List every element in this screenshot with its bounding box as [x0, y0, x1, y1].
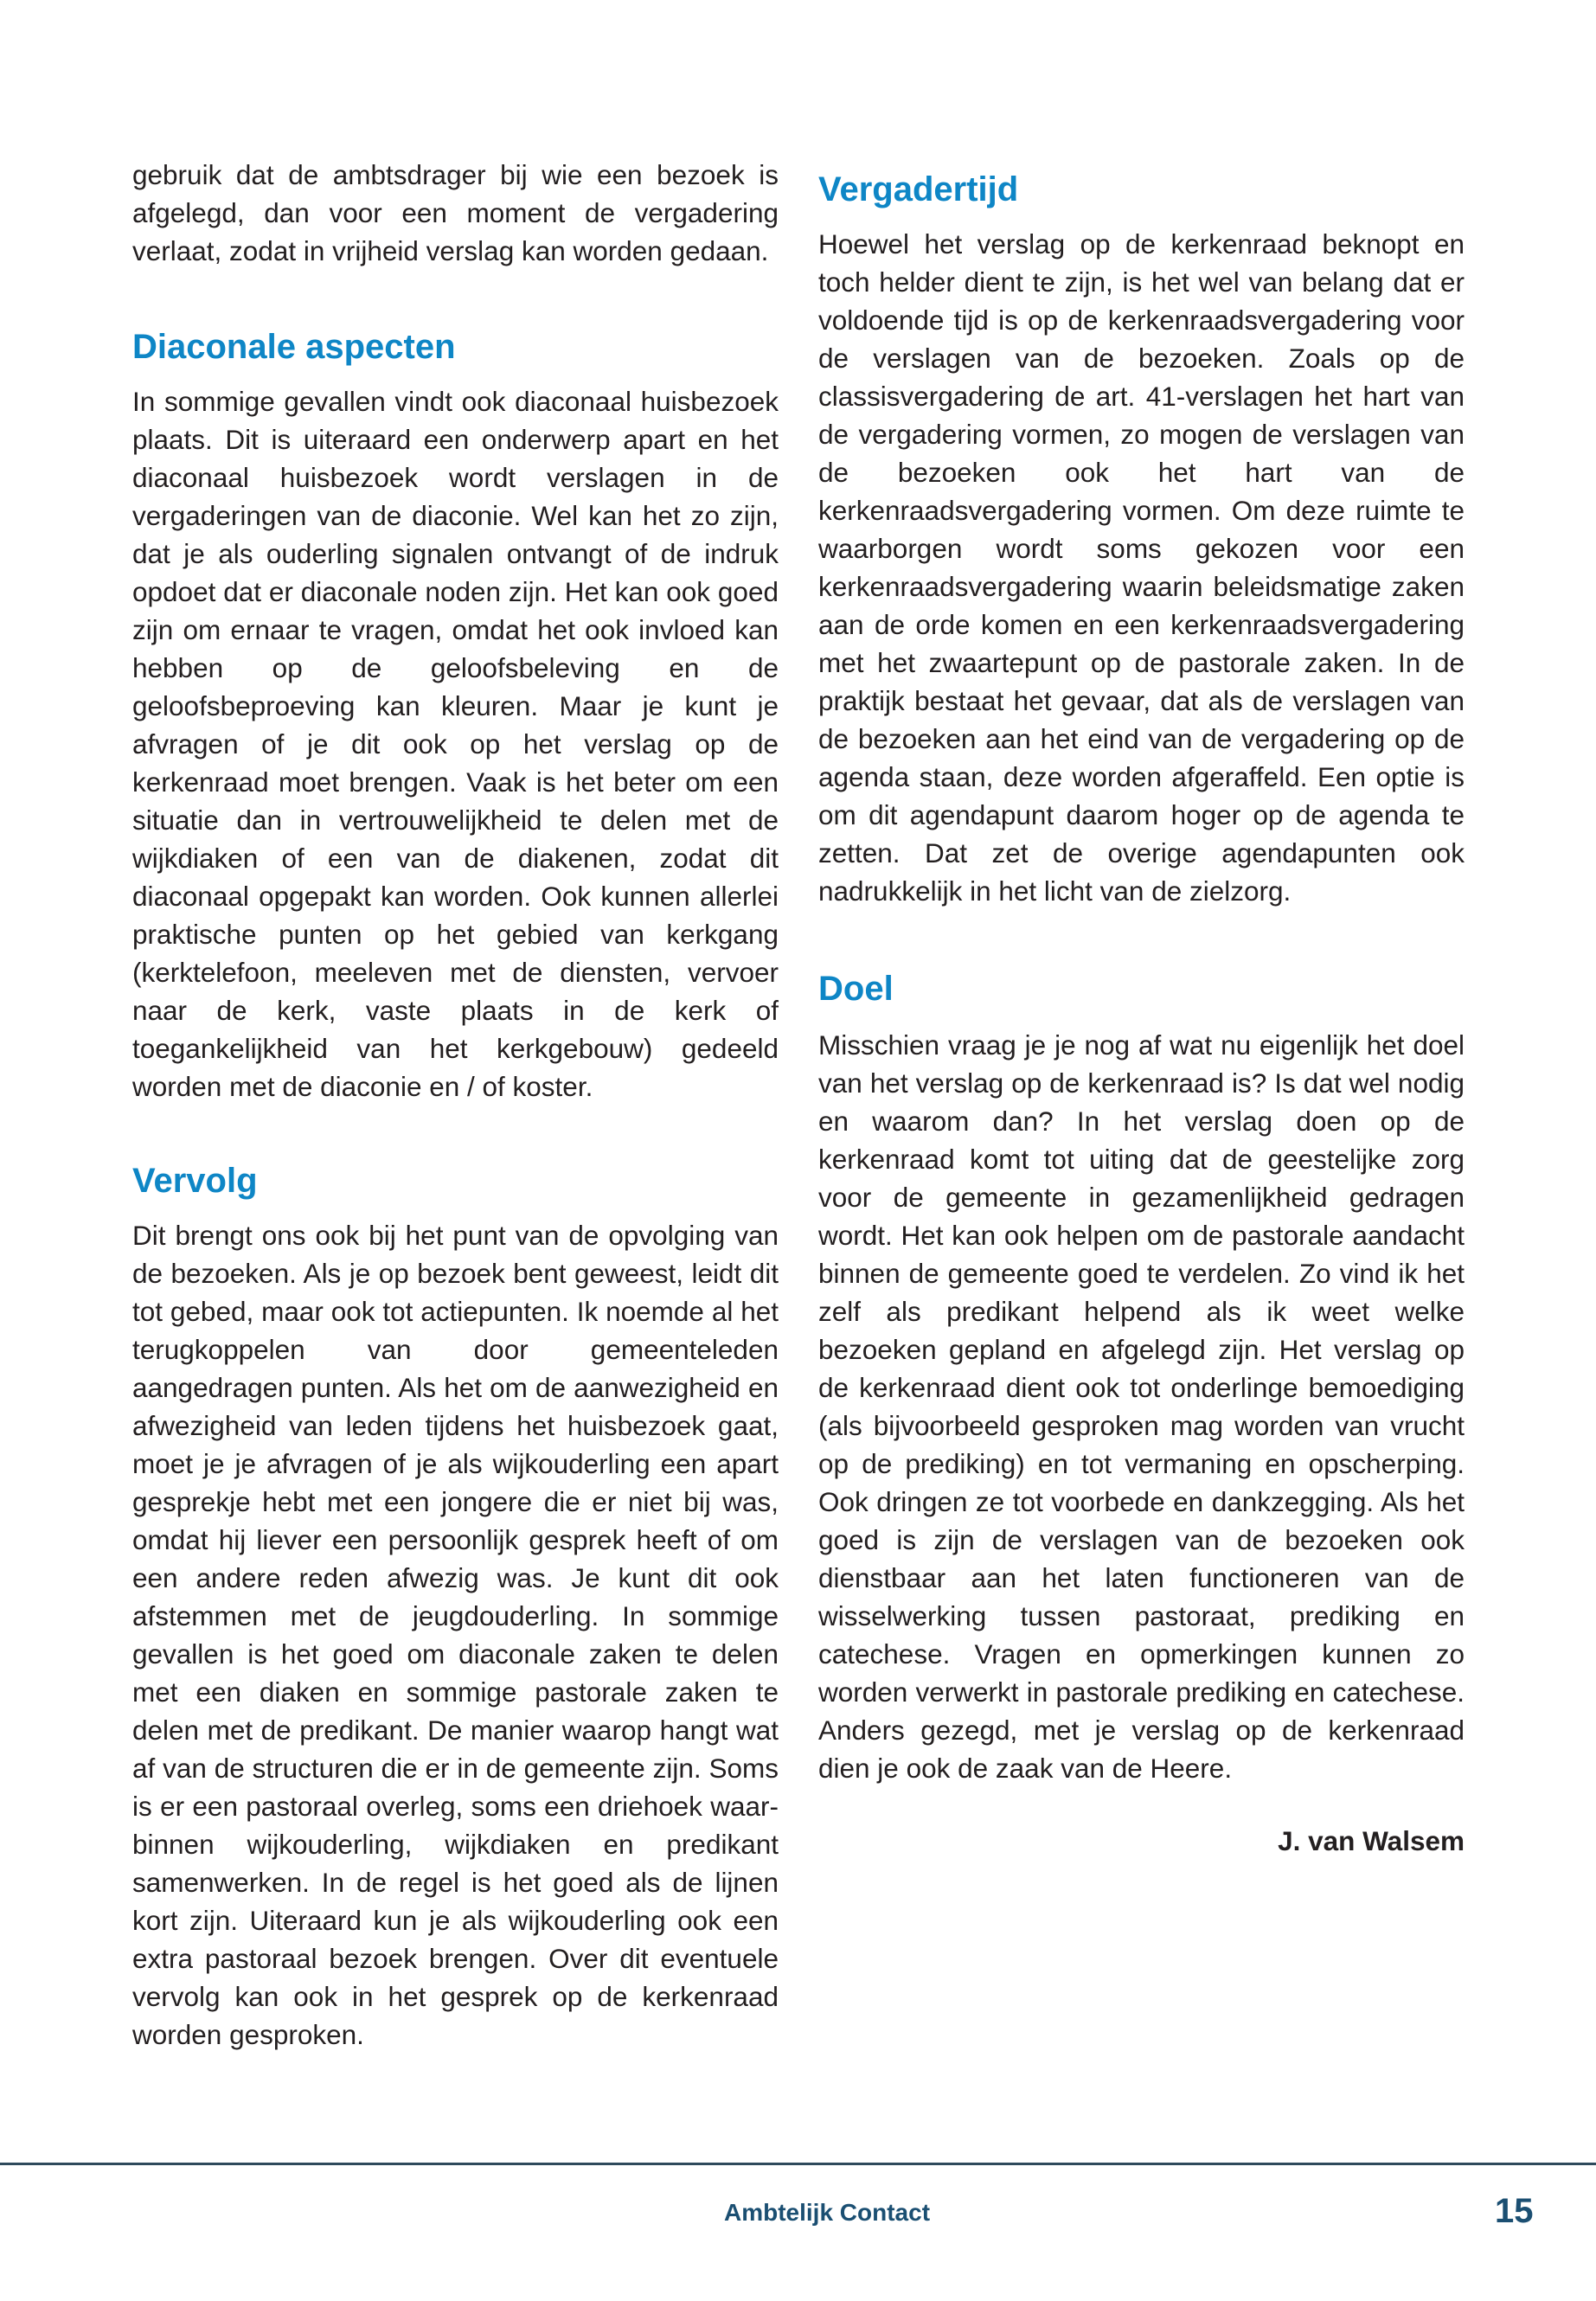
paragraph-diaconale-aspecten: In sommige gevallen vindt ook diaconaal huisbezoek plaats. Dit is uiteraard een onderwerp apart en het diaconaal huisbezoek wordt verslagen in de vergaderingen van de diaconie. Wel kan het zo zijn, dat je als ouderling signalen ontvangt of de indruk opdoet dat er diaconale noden zijn. Het kan ook goed zijn om ernaar te vragen, omdat het ook invloed kan hebben op de geloofsbeleving en de geloofsbeproeving kan kleuren. Maar je kunt je afvragen of je dit ook op het verslag op de kerkenraad moet brengen. Vaak is het beter om een situatie dan in vertrouwelijkheid te delen met de wijkdiaken of een van de diakenen, zodat dit diaconaal opgepakt kan worden. Ook kunnen allerlei praktische punten op het gebied van kerkgang (kerktelefoon, meeleven met de diensten, vervoer naar de kerk, vaste plaats in de kerk of toegankelijkheid van het kerkgebouw) gedeeld worden met de diaconie en / of koster. — [132, 386, 779, 1102]
author-signature: J. van Walsem — [1278, 1825, 1465, 1856]
heading-vergadertijd: Vergadertijd — [818, 170, 1019, 208]
left-column — [132, 156, 779, 2054]
paragraph-vervolg: Dit brengt ons ook bij het punt van de opvolging van de bezoeken. Als je op bezoek bent geweest, leidt dit tot gebed, maar ook tot actiepunten. Ik noemde al het terugkoppelen van door gemeenteleden aangedragen punten. Als het om de aanwezigheid en afwezigheid van leden tijdens het huisbezoek gaat, moet je je afvragen of je als wijkouderling een apart gesprekje hebt met een jongere die er niet bij was, omdat hij liever een persoonlijk gesprek heeft of om een andere reden afwezig was. Je kunt dit ook afstemmen met de jeugdouderling. In sommige gevallen is het goed om diaconale zaken te delen met een diaken en sommige pastorale zaken te delen met de predikant. De manier waarop hangt wat af van de structuren die er in de gemeente zijn. Soms is er een pastoraal overleg, soms een driehoek waarbinnen wijkouderling, wijkdiaken en predikant samenwerken. In de regel is het goed als de lijnen kort zijn. Uiteraard kun je als wijkouderling ook een extra pastoraal bezoek brengen. Over dit eventuele vervolg kan ook in het gesprek op de kerkenraad worden gesproken. — [132, 1220, 779, 2050]
heading-doel: Doel — [818, 970, 894, 1008]
footer-divider — [0, 2163, 1596, 2165]
right-column — [818, 168, 1465, 1860]
intro-paragraph: gebruik dat de ambtsdrager bij wie een bezoek is afgelegd, dan voor een moment de vergadering verlaat, zodat in vrijheid verslag kan worden gedaan. — [132, 159, 779, 266]
heading-vervolg: Vervolg — [132, 1162, 258, 1200]
heading-diaconale-aspecten: Diaconale aspecten — [132, 328, 456, 366]
paragraph-vergadertijd: Hoewel het verslag op de kerkenraad beknopt en toch helder dient te zijn, is het wel van belang dat er voldoende tijd is op de kerkenraadsvergadering voor de verslagen van de bezoeken. Zoals op de classisvergadering de art. 41-verslagen het hart van de vergadering vormen, zo mogen de verslagen van de bezoeken ook het hart van de kerkenraadsvergadering vormen. Om deze ruimte te waarborgen wordt soms gekozen voor een kerkenraadsvergadering waarin beleidsmatige zaken aan de orde komen en een kerkenraadsvergadering met het zwaartepunt op de pastorale zaken. In de praktijk bestaat het gevaar, dat als de verslagen van de bezoeken aan het eind van de vergadering op de agenda staan, deze worden afgeraffeld. Een optie is om dit agendapunt daarom hoger op de agenda te zetten. Dat zet de overige agendapunten ook nadrukkelijk in het licht van de zielzorg. — [818, 228, 1465, 907]
paragraph-doel: Misschien vraag je je nog af wat nu eigenlijk het doel van het verslag op de kerkenraad is? Is dat wel nodig en waarom dan? In het verslag doen op de kerkenraad komt tot uiting dat de geestelijke zorg voor de gemeente in gezamenlijkheid gedragen wordt. Het kan ook helpen om de pastorale aandacht binnen de gemeente goed te verdelen. Zo vind ik het zelf als predikant helpend als ik weet welke bezoeken gepland en afgelegd zijn. Het verslag op de kerkenraad dient ook tot onderlinge bemoediging (als bijvoorbeeld gesproken mag worden van vrucht op de prediking) en tot vermaning en opscherping. Ook dringen ze tot voorbede en dankzegging. Als het goed is zijn de verslagen van de bezoeken ook dienstbaar aan het laten functioneren van de wisselwerking tussen pastoraat, prediking en catechese. Vragen en opmerkingen kunnen zo worden verwerkt in pastorale prediking en catechese. Anders gezegd, met je verslag op de kerkenraad dien je ook de zaak van de Heere. — [818, 1029, 1465, 1784]
footer-publication-title: Ambtelijk Contact — [724, 2199, 931, 2226]
page-number: 15 — [1495, 2192, 1534, 2230]
